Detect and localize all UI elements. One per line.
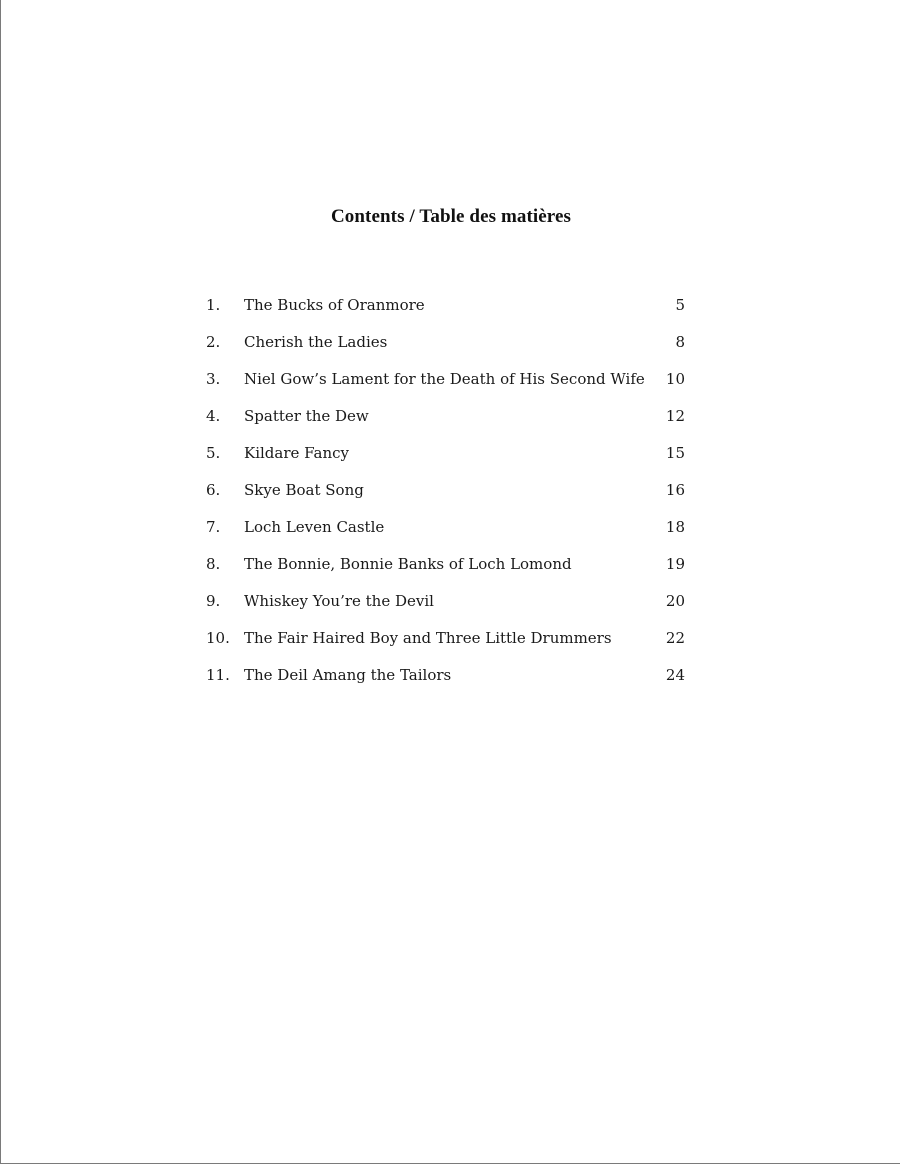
entry-number: 11. bbox=[206, 666, 230, 684]
entry-number: 7. bbox=[206, 518, 221, 536]
toc-entry bbox=[206, 294, 685, 331]
entry-page: 18 bbox=[665, 518, 685, 536]
entry-number: 3. bbox=[206, 370, 221, 388]
entry-title: Niel Gow’s Lament for the Death of His Second Wife bbox=[244, 370, 645, 388]
toc-entry bbox=[206, 368, 685, 405]
entry-page: 12 bbox=[665, 407, 685, 425]
entry-title: Skye Boat Song bbox=[244, 481, 364, 499]
entry-title: The Bucks of Oranmore bbox=[244, 296, 425, 314]
entry-title: Spatter the Dew bbox=[244, 407, 369, 425]
entry-page: 22 bbox=[665, 629, 685, 647]
toc-entry bbox=[206, 442, 685, 479]
entry-title: The Fair Haired Boy and Three Little Drummers bbox=[244, 629, 612, 647]
entry-number: 10. bbox=[206, 629, 230, 647]
entry-number: 5. bbox=[206, 444, 221, 462]
toc-entry bbox=[206, 516, 685, 553]
entry-title: Loch Leven Castle bbox=[244, 518, 385, 536]
entry-page: 8 bbox=[675, 333, 685, 351]
entry-number: 4. bbox=[206, 407, 221, 425]
entry-page: 15 bbox=[665, 444, 685, 462]
entry-number: 8. bbox=[206, 555, 221, 573]
toc-entry bbox=[206, 590, 685, 627]
toc-entry bbox=[206, 479, 685, 516]
toc-entry bbox=[206, 553, 685, 590]
entry-number: 6. bbox=[206, 481, 221, 499]
entry-page: 16 bbox=[665, 481, 685, 499]
toc-entry bbox=[206, 627, 685, 664]
entry-title: The Bonnie, Bonnie Banks of Loch Lomond bbox=[244, 555, 572, 573]
page-title: Contents / Table des matières bbox=[330, 206, 572, 227]
entry-page: 10 bbox=[665, 370, 685, 388]
entry-page: 19 bbox=[665, 555, 685, 573]
entry-page: 20 bbox=[665, 592, 685, 610]
toc-entry bbox=[206, 664, 685, 701]
entry-number: 9. bbox=[206, 592, 221, 610]
table-of-contents bbox=[206, 294, 685, 701]
entry-title: Whiskey You’re the Devil bbox=[244, 592, 434, 610]
entry-title: Cherish the Ladies bbox=[244, 333, 388, 351]
entry-title: The Deil Amang the Tailors bbox=[244, 666, 452, 684]
entry-page: 5 bbox=[675, 296, 685, 314]
entry-number: 2. bbox=[206, 333, 221, 351]
entry-title: Kildare Fancy bbox=[244, 444, 350, 462]
toc-entry bbox=[206, 331, 685, 368]
entry-page: 24 bbox=[665, 666, 685, 684]
toc-entry bbox=[206, 405, 685, 442]
entry-number: 1. bbox=[206, 296, 221, 314]
